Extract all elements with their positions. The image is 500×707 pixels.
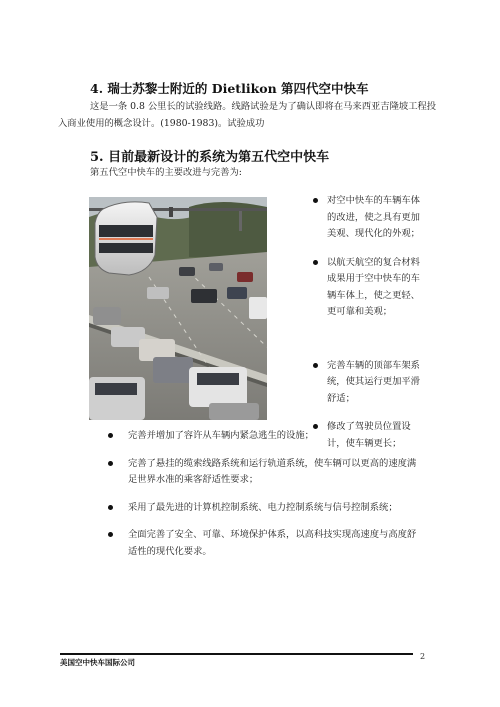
list-item: 完善了悬挂的缆索线路系统和运行轨道系统，使车辆可以更高的速度满足世界水准的乘客舒适性要求；: [108, 456, 423, 489]
footer-company: 美国空中快车国际公司: [60, 658, 135, 667]
bullet-dot: [108, 461, 113, 466]
bullet-dot: [313, 260, 318, 265]
bullet-dot: [108, 532, 113, 537]
section-4-paragraph: 这是一条 0.8 公里长的试验线路。线路试验是为了确认即将在马来西亚吉隆坡工程投入商业使用的概念设计。(1980-1983)。试验成功: [58, 101, 437, 129]
list-item: 修改了驾驶员位置设计，使车辆更长；: [313, 419, 421, 452]
section-4-heading: 4. 瑞士苏黎士附近的 Dietlikon 第四代空中快车: [90, 81, 369, 96]
bullet-dot: [313, 198, 318, 203]
list-item: 全面完善了安全、可靠、环境保护体系，以高科技实现高速度与高度舒适性的现代化要求。: [108, 527, 423, 560]
bullet-dot: [108, 433, 113, 438]
full-bullet-list: [108, 428, 423, 560]
page-number: 2: [420, 652, 426, 661]
footer-divider: [60, 653, 413, 655]
list-item: 对空中快车的车辆车体的改进，使之具有更加美观、现代化的外观；: [313, 193, 421, 243]
list-item: 完善并增加了容许从车辆内紧急逃生的设施；: [108, 428, 423, 445]
bullet-dot: [313, 363, 318, 368]
bullet-dot: [108, 505, 113, 510]
list-item: 采用了最先进的计算机控制系统、电力控制系统与信号控制系统；: [108, 500, 423, 517]
skytrain-highway-photo: [89, 197, 267, 420]
list-item: 完善车辆的顶部车架系统，使其运行更加平滑舒适；: [313, 358, 421, 408]
list-item: 以航天航空的复合材料成果用于空中快车的车辆车体上，使之更轻、更可靠和美观；: [313, 255, 421, 321]
section-5-intro: 第五代空中快车的主要改进与完善为:: [90, 167, 242, 178]
section-5-heading: 5. 目前最新设计的系统为第五代空中快车: [90, 150, 330, 165]
side-bullet-list: [313, 193, 421, 452]
